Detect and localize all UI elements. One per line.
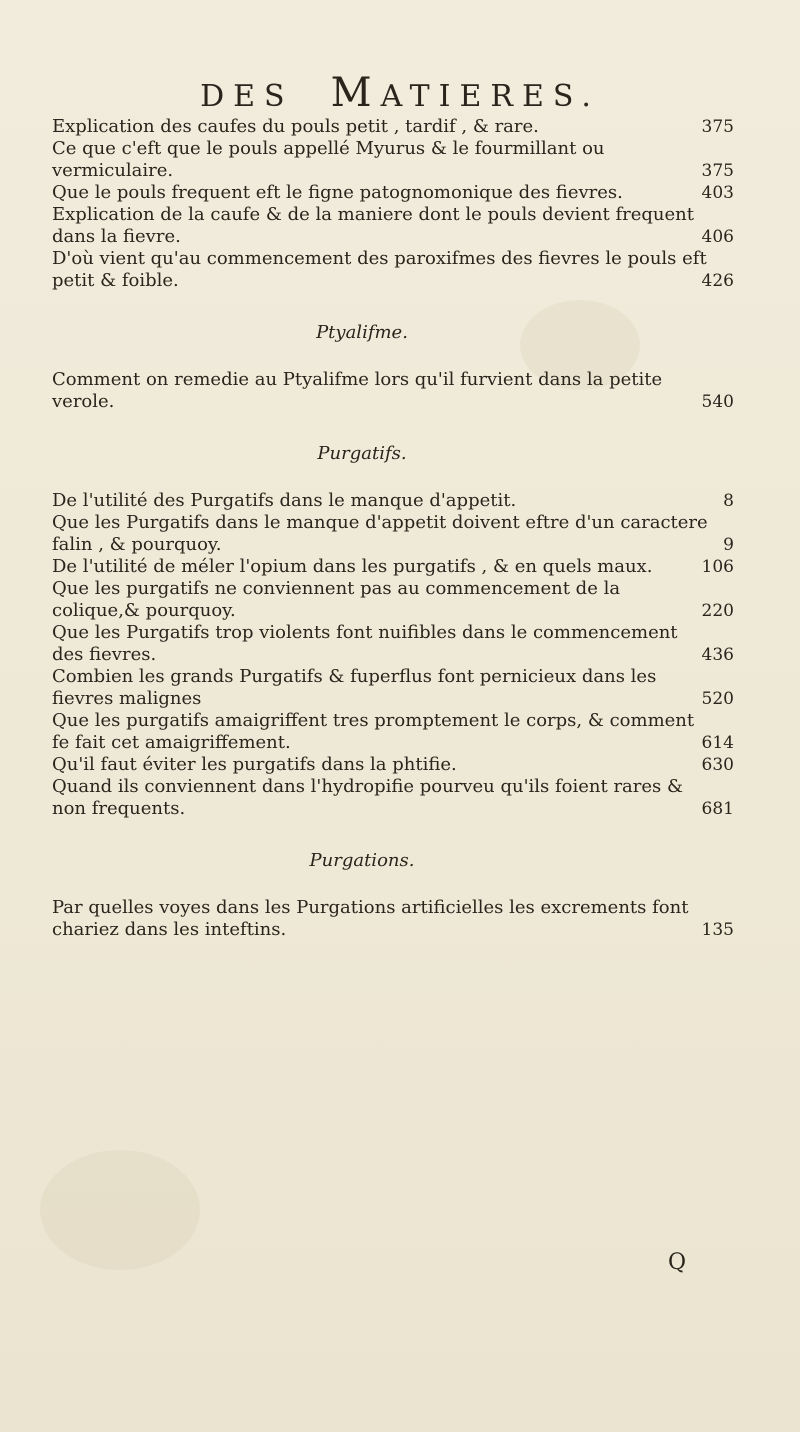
- entry-page: 681: [701, 799, 734, 819]
- index-entry: [52, 556, 734, 578]
- entry-text: Que les Purgatifs dans le manque d'appetit doivent eftre d'un caractere falin , & pourquoy.: [52, 512, 708, 555]
- index-entry: [52, 116, 734, 138]
- index-entry: [52, 369, 734, 413]
- section-heading: Purgatifs.: [317, 443, 407, 464]
- entry-page: 630: [701, 755, 734, 775]
- catchword: Q: [668, 1250, 687, 1275]
- entry-page: 540: [701, 392, 734, 412]
- entry-text: Qu'il faut éviter les purgatifs dans la phtifie.: [52, 754, 457, 775]
- entry-text: Que le pouls frequent eft le figne patognomonique des fievres.: [52, 182, 623, 203]
- index-entry: [52, 204, 734, 248]
- index-entry: [52, 776, 734, 820]
- paper-stain: [40, 1150, 200, 1270]
- entry-page: 8: [723, 491, 734, 511]
- section-heading: Ptyalifme.: [316, 322, 408, 343]
- entry-text: Combien les grands Purgatifs & fuperflus font pernicieux dans les fievres malignes: [52, 666, 657, 709]
- entry-page: 614: [701, 733, 734, 753]
- index-entry: [52, 138, 734, 182]
- entry-page: 9: [723, 535, 734, 555]
- index-entry: [52, 622, 734, 666]
- index-entry: [52, 578, 734, 622]
- index-entry: [52, 754, 734, 776]
- header-des: DES: [200, 79, 294, 114]
- entry-page: 375: [701, 117, 734, 137]
- entry-page: 135: [701, 920, 734, 940]
- entry-text: D'où vient qu'au commencement des paroxifmes des fievres le pouls eft petit & foible.: [52, 248, 707, 291]
- section-heading: Purgations.: [309, 850, 415, 871]
- entry-text: Quand ils conviennent dans l'hydropifie pourveu qu'ils foient rares & non frequents.: [52, 776, 684, 819]
- entry-page: 520: [701, 689, 734, 709]
- index-body: [52, 116, 734, 941]
- index-entry: [52, 182, 734, 204]
- entry-page: 406: [701, 227, 734, 247]
- index-entry: [52, 490, 734, 512]
- entry-page: 220: [701, 601, 734, 621]
- entry-text: Comment on remedie au Ptyalifme lors qu'il furvient dans la petite verole.: [52, 369, 663, 412]
- entry-text: Explication des caufes du pouls petit , tardif , & rare.: [52, 116, 539, 137]
- index-entry: [52, 666, 734, 710]
- entry-text: De l'utilité de méler l'opium dans les purgatifs , & en quels maux.: [52, 556, 653, 577]
- entry-text: Explication de la caufe & de la maniere dont le pouls devient frequent dans la fievre.: [52, 204, 694, 247]
- entry-text: Que les purgatifs ne conviennent pas au commencement de la colique,& pourquoy.: [52, 578, 621, 621]
- entry-text: De l'utilité des Purgatifs dans le manque d'appetit.: [52, 490, 517, 511]
- entry-page: 426: [701, 271, 734, 291]
- index-entry: [52, 248, 734, 292]
- index-entry: [52, 710, 734, 754]
- entry-text: Ce que c'eft que le pouls appellé Myurus & le fourmillant ou vermiculaire.: [52, 138, 605, 181]
- header-matieres-rest: ATIERES.: [380, 79, 600, 114]
- header-matieres-cap: M: [330, 70, 381, 116]
- entry-page: 106: [701, 557, 734, 577]
- entry-text: Que les purgatifs amaigriffent tres promptement le corps, & comment fe fait cet amaigriffement.: [52, 710, 695, 753]
- entry-page: 436: [701, 645, 734, 665]
- entry-text: Que les Purgatifs trop violents font nuifibles dans le commencement des fievres.: [52, 622, 678, 665]
- entry-text: Par quelles voyes dans les Purgations artificielles les excrements font chariez dans les inteftins.: [52, 897, 689, 940]
- index-entry: [52, 897, 734, 941]
- entry-page: 403: [701, 183, 734, 203]
- running-header: [0, 70, 800, 116]
- index-entry: [52, 512, 734, 556]
- entry-page: 375: [701, 161, 734, 181]
